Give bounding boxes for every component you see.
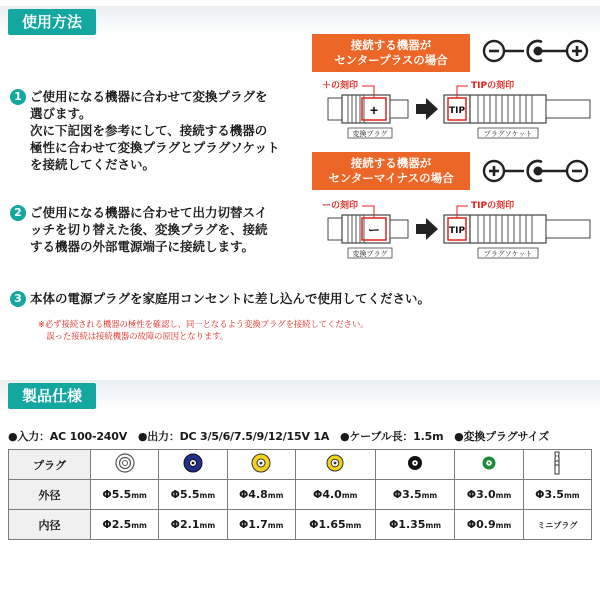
outer-diameter-value: Φ3.0	[466, 488, 496, 501]
polarity-warning: ※必ず接続される機器の極性を確認し、同一となるよう変換プラグを接続してください。 誤った接続は接続機器の故障の原因となります。	[38, 319, 369, 341]
inner-diameter-cell	[159, 510, 227, 540]
outer-diameter-value: Φ5.5	[102, 488, 132, 501]
plus-mark-label: ＋の刻印	[321, 81, 358, 91]
inner-diameter-value: Φ2.5	[102, 518, 132, 531]
step-2-text: ご使用になる機器に合わせて出力切替スイ ッチを切り替えた後、変換プラグを、接続 する機器の外部電源端子に接続します。	[30, 205, 268, 254]
tip-mark-label: TIPの刻印	[471, 201, 515, 211]
socket-caption: プラグソケット	[483, 130, 533, 138]
mini-plug-icon	[550, 450, 564, 476]
unit-label: mm	[421, 491, 438, 500]
inner-diameter-cell	[375, 510, 455, 540]
unit-label: mm	[425, 521, 442, 530]
plug-caption: 変換プラグ	[352, 130, 388, 138]
plug-icon-cell	[227, 450, 295, 480]
inner-diameter-cell	[227, 510, 295, 540]
plug-5-5-2-1-icon	[182, 452, 204, 474]
outer-diameter-cell	[523, 480, 591, 510]
row-label-outer: 外径	[9, 480, 91, 510]
product-title: 製品仕様	[8, 383, 96, 409]
usage-section-header	[0, 6, 600, 34]
plug-icon-cell	[523, 450, 591, 480]
unit-label: mm	[495, 491, 512, 500]
step-1-number: 1	[10, 89, 26, 105]
outer-diameter-cell	[375, 480, 455, 510]
plug-icon-cell	[295, 450, 375, 480]
inner-diameter-value: Φ1.7	[238, 518, 268, 531]
outer-diameter-cell	[295, 480, 375, 510]
unit-label: mm	[345, 521, 362, 530]
table-row-plug	[9, 450, 592, 480]
plug-3-5-1-35-icon	[404, 452, 426, 474]
tip-mark-label: TIPの刻印	[471, 81, 515, 91]
outer-diameter-value: Φ4.8	[238, 488, 268, 501]
row-label-plug: プラグ	[9, 450, 91, 480]
plug-minus-mark: ー	[367, 223, 381, 237]
outer-diameter-value: Φ4.0	[312, 488, 342, 501]
unit-label: mm	[563, 491, 580, 500]
step-3-number: 3	[10, 291, 26, 307]
minus-mark-label: ーの刻印	[321, 201, 358, 211]
center-plus-callout: 接続する機器が センタープラスの場合	[312, 34, 470, 72]
center-minus-callout: 接続する機器が センターマイナスの場合	[312, 152, 470, 190]
outer-diameter-cell	[227, 480, 295, 510]
center-minus-connection-diagram	[321, 196, 590, 258]
center-minus-polarity-icon	[482, 158, 590, 184]
outer-diameter-value: Φ3.5	[535, 488, 564, 501]
center-plus-connection-diagram	[321, 76, 590, 138]
plug-4-0-1-65-icon	[324, 452, 346, 474]
outer-diameter-value: Φ5.5	[170, 488, 200, 501]
step-1	[10, 88, 310, 178]
unit-label: mm	[495, 521, 512, 530]
outer-diameter-value: Φ3.5	[392, 488, 422, 501]
step-3-text: 本体の電源プラグを家庭用コンセントに差し込んで使用してください。	[30, 291, 431, 306]
center-plus-polarity-icon	[482, 38, 590, 64]
unit-label: mm	[199, 521, 216, 530]
spec-summary: ●入力：AC 100-240V ●出力：DC 3/5/6/7.5/9/12/15V 1A ●ケーブル長：1.5m ●変換プラグサイズ	[8, 430, 550, 443]
unit-label: mm	[199, 491, 216, 500]
outer-diameter-cell	[455, 480, 523, 510]
table-row-outer	[9, 480, 592, 510]
socket-tip-mark: TIP	[448, 106, 466, 116]
table-row-inner	[9, 510, 592, 540]
unit-label: mm	[267, 521, 284, 530]
row-label-inner: 内径	[9, 510, 91, 540]
inner-diameter-value: Φ1.65	[309, 518, 346, 531]
inner-diameter-value: Φ1.35	[388, 518, 426, 531]
unit-label: mm	[131, 521, 147, 530]
inner-diameter-cell	[455, 510, 523, 540]
unit-label: mm	[131, 491, 147, 500]
plug-caption: 変換プラグ	[352, 250, 388, 258]
plug-3-0-0-9-icon	[478, 452, 500, 474]
step-1-text: ご使用になる機器に合わせて変換プラグを 選びます。 次に下記図を参考にして、接続する機器の 極性に合わせて変換プラグとプラグソケット を接続してください。	[30, 89, 280, 172]
plug-icon-cell	[455, 450, 523, 480]
usage-title: 使用方法	[8, 9, 96, 35]
outer-diameter-cell	[159, 480, 227, 510]
inner-diameter-cell	[523, 510, 591, 540]
plug-icon-cell	[159, 450, 227, 480]
unit-label: mm	[341, 491, 358, 500]
inner-diameter-value: Φ0.9	[466, 518, 496, 531]
socket-tip-mark: TIP	[448, 226, 466, 236]
unit-label: mm	[267, 491, 284, 500]
plug-5-5-2-5-icon	[114, 452, 136, 474]
step-3	[10, 290, 590, 308]
plug-icon-cell	[91, 450, 159, 480]
plug-size-table	[8, 449, 592, 540]
plug-4-8-1-7-icon	[250, 452, 272, 474]
product-section-header	[0, 380, 600, 408]
inner-diameter-cell	[295, 510, 375, 540]
plug-plus-mark: +	[369, 102, 379, 118]
inner-diameter-cell	[91, 510, 159, 540]
plug-icon-cell	[375, 450, 455, 480]
socket-caption: プラグソケット	[483, 250, 533, 258]
step-2-number: 2	[10, 205, 26, 221]
inner-diameter-value: Φ2.1	[170, 518, 200, 531]
mini-plug-label: ミニプラグ	[537, 521, 578, 530]
outer-diameter-cell	[91, 480, 159, 510]
step-2	[10, 204, 310, 258]
